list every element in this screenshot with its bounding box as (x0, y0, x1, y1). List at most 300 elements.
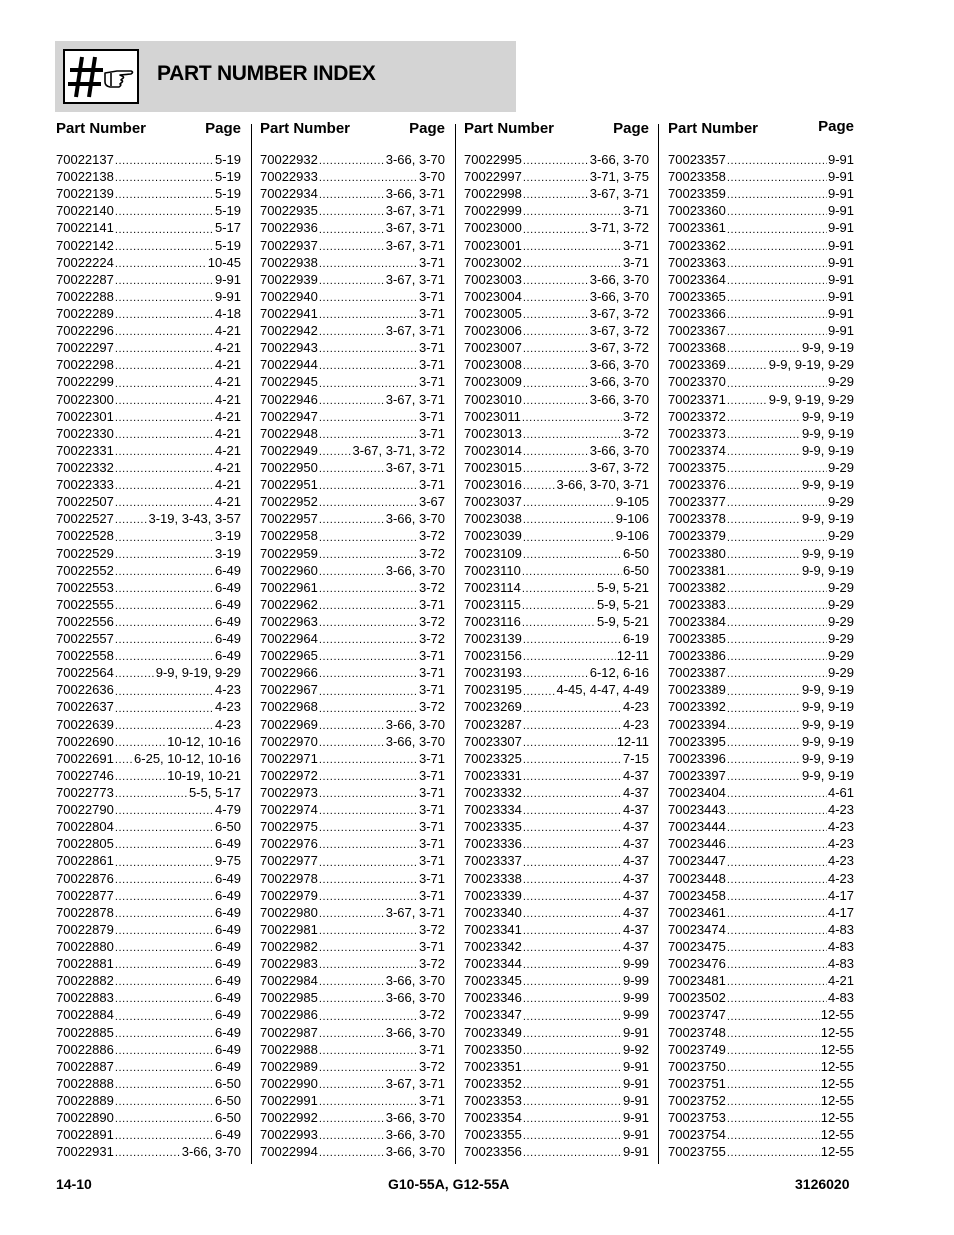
index-entry (56, 835, 241, 852)
index-entry (56, 271, 241, 288)
dot-leader (523, 821, 622, 835)
dot-leader (319, 1027, 385, 1041)
page-reference: 3-71 (418, 288, 445, 304)
dot-leader (523, 770, 622, 784)
index-entry (260, 185, 445, 202)
index-entry (56, 904, 241, 921)
index-entry (464, 442, 649, 459)
part-number: 70023156 (464, 648, 522, 664)
index-entry (56, 596, 241, 613)
part-number: 70023380 (668, 545, 726, 561)
dot-leader (523, 205, 622, 219)
dot-leader (319, 890, 418, 904)
page-reference: 9-29 (827, 494, 854, 510)
index-entry (668, 237, 854, 254)
page-reference: 9-91 (827, 305, 854, 321)
page-reference: 5-19 (214, 203, 241, 219)
index-entry (668, 1092, 854, 1109)
dot-leader (523, 667, 589, 681)
part-number: 70022880 (56, 939, 114, 955)
index-entry (260, 716, 445, 733)
page-reference: 6-49 (214, 921, 241, 937)
part-number: 70022939 (260, 271, 318, 287)
part-number: 70023110 (464, 562, 521, 578)
dot-leader (115, 838, 214, 852)
dot-leader (522, 411, 622, 425)
index-entry (668, 972, 854, 989)
page-reference: 4-21 (214, 459, 241, 475)
page-reference: 3-71 (418, 853, 445, 869)
part-number: 70023365 (668, 288, 726, 304)
page-reference: 4-37 (622, 939, 649, 955)
page-reference: 9-9, 9-19 (801, 340, 854, 356)
part-number: 70023366 (668, 305, 726, 321)
part-number: 70023353 (464, 1093, 522, 1108)
part-number: 70022976 (260, 836, 318, 852)
page-reference: 6-49 (214, 631, 241, 647)
page-reference: 9-29 (827, 374, 854, 390)
part-number: 70022934 (260, 186, 318, 202)
index-entry (464, 613, 649, 630)
dot-leader (115, 274, 214, 288)
dot-leader (523, 171, 589, 185)
dot-leader (115, 667, 155, 681)
index-entry (56, 168, 241, 185)
part-number: 70023361 (668, 220, 726, 236)
index-entry (464, 391, 649, 408)
page-reference: 3-71 (418, 939, 445, 955)
part-number: 70023364 (668, 271, 726, 287)
dot-leader (115, 1078, 214, 1092)
part-number: 70023038 (464, 511, 522, 527)
index-entry (668, 493, 854, 510)
part-number: 70022804 (56, 819, 114, 835)
dot-leader (523, 342, 589, 356)
part-number: 70023005 (464, 305, 522, 321)
index-entry (56, 852, 241, 869)
page-reference: 4-37 (622, 836, 649, 852)
part-number: 70022805 (56, 836, 114, 852)
index-entry (56, 989, 241, 1006)
index-entry (56, 493, 241, 510)
index-entry (464, 852, 649, 869)
part-number: 70023037 (464, 494, 522, 510)
dot-leader (115, 753, 133, 767)
part-number: 70022937 (260, 237, 318, 253)
dot-leader (115, 873, 214, 887)
index-entry (464, 630, 649, 647)
part-number: 70022331 (56, 442, 114, 458)
index-entry (56, 1092, 241, 1109)
index-entry (464, 219, 649, 236)
page-reference: 3-67, 3-71 (385, 904, 445, 920)
part-number: 70023394 (668, 716, 726, 732)
part-number: 70022938 (260, 254, 318, 270)
dot-leader (319, 274, 385, 288)
index-entry (464, 510, 649, 527)
index-entry (464, 356, 649, 373)
index-entry (56, 202, 241, 219)
part-number: 70022877 (56, 887, 114, 903)
dot-leader (319, 1044, 418, 1058)
part-number: 70023751 (668, 1075, 726, 1091)
dot-leader (727, 633, 827, 647)
page-header: Page (205, 120, 241, 137)
part-number: 70022639 (56, 716, 114, 732)
dot-leader (523, 274, 589, 288)
dot-leader (319, 599, 418, 613)
dot-leader (319, 958, 418, 972)
dot-leader (115, 531, 214, 545)
index-entry (56, 459, 241, 476)
dot-leader (115, 821, 214, 835)
index-entry (260, 904, 445, 921)
dot-leader (523, 753, 622, 767)
page-reference: 3-67, 3-72 (589, 340, 649, 356)
dot-leader (523, 856, 622, 870)
dot-leader (319, 223, 385, 237)
page-reference: 3-71 (418, 648, 445, 664)
part-number: 70023397 (668, 767, 726, 783)
part-number: 70022299 (56, 374, 114, 390)
part-number: 70023386 (668, 648, 726, 664)
page-reference: 6-50 (214, 1075, 241, 1091)
page-reference: 6-49 (214, 1007, 241, 1023)
index-entry (56, 562, 241, 579)
dot-leader (727, 856, 827, 870)
dot-leader (523, 941, 622, 955)
index-entry (668, 151, 854, 168)
index-entry (668, 681, 854, 698)
part-number: 70022988 (260, 1041, 318, 1057)
part-number: 70022940 (260, 288, 318, 304)
page-reference: 3-72 (418, 1007, 445, 1023)
page-reference: 9-91 (827, 186, 854, 202)
dot-leader (727, 171, 827, 185)
part-number: 70022636 (56, 682, 114, 698)
page-reference: 4-17 (827, 887, 854, 903)
index-entry (668, 938, 854, 955)
part-number: 70022946 (260, 391, 318, 407)
index-entry (56, 767, 241, 784)
part-number: 70023332 (464, 785, 522, 801)
index-entry (56, 818, 241, 835)
page-reference: 10-45 (207, 254, 241, 270)
index-entry (260, 219, 445, 236)
index-entry (260, 322, 445, 339)
page-reference: 9-99 (622, 990, 649, 1006)
dot-leader (523, 838, 622, 852)
page-reference: 3-72 (418, 613, 445, 629)
index-entry (464, 699, 649, 716)
dot-leader (115, 633, 214, 647)
part-number: 70022637 (56, 699, 114, 715)
dot-leader (523, 633, 622, 647)
dot-leader (523, 531, 615, 545)
index-entry (668, 271, 854, 288)
index-entry (464, 1024, 649, 1041)
part-number: 70022528 (56, 528, 114, 544)
page-reference: 9-91 (622, 1127, 649, 1143)
dot-leader (319, 308, 418, 322)
part-number: 70022507 (56, 494, 114, 510)
index-entry (260, 733, 445, 750)
dot-leader (115, 1061, 214, 1075)
part-number: 70023011 (464, 408, 521, 424)
part-number: 70023378 (668, 511, 726, 527)
dot-leader (115, 1027, 214, 1041)
dot-leader (115, 907, 214, 921)
part-number: 70022945 (260, 374, 318, 390)
dot-leader (727, 941, 827, 955)
part-number: 70023383 (668, 596, 726, 612)
index-entry (464, 305, 649, 322)
dot-leader (727, 445, 801, 459)
page-reference: 3-66, 3-70 (385, 716, 445, 732)
part-number: 70023109 (464, 545, 522, 561)
page-reference: 12-55 (820, 1058, 854, 1074)
part-number: 70022878 (56, 904, 114, 920)
dot-leader (523, 359, 589, 373)
index-entry (56, 510, 241, 527)
part-number: 70023461 (668, 904, 726, 920)
page-reference: 3-72 (622, 408, 649, 424)
dot-leader (522, 582, 596, 596)
part-number: 70023116 (464, 613, 521, 629)
page-reference: 3-72 (418, 921, 445, 937)
index-entry (668, 391, 854, 408)
part-number: 70023752 (668, 1093, 726, 1108)
index-entry (56, 356, 241, 373)
page-reference: 3-71 (418, 750, 445, 766)
dot-leader (115, 342, 214, 356)
page-reference: 3-71, 3-75 (589, 169, 649, 185)
page-reference: 9-91 (827, 220, 854, 236)
page-reference: 9-9, 9-19, 9-29 (155, 665, 241, 681)
index-entry (668, 185, 854, 202)
dot-leader (523, 1112, 622, 1126)
dot-leader (115, 1095, 214, 1109)
dot-leader (319, 428, 418, 442)
column-divider (455, 124, 456, 1164)
page-reference: 5-9, 5-21 (596, 613, 649, 629)
index-entry (56, 425, 241, 442)
index-entry (260, 989, 445, 1006)
part-number: 70023335 (464, 819, 522, 835)
part-number: 70022690 (56, 733, 114, 749)
index-entry (260, 938, 445, 955)
page-reference: 4-21 (214, 391, 241, 407)
page-reference: 12-11 (616, 648, 649, 664)
column-header (464, 118, 649, 151)
page-reference: 6-49 (214, 990, 241, 1006)
page-reference: 3-71 (418, 408, 445, 424)
page-reference: 3-67, 3-71 (385, 1075, 445, 1091)
index-entry (56, 972, 241, 989)
page-header: Page (818, 118, 854, 135)
dot-leader (523, 240, 622, 254)
dot-leader (727, 890, 827, 904)
index-entry (464, 801, 649, 818)
page-reference: 9-29 (827, 631, 854, 647)
index-entry (668, 1075, 854, 1092)
part-number: 70023355 (464, 1127, 522, 1143)
page-reference: 4-79 (214, 802, 241, 818)
part-number: 70023354 (464, 1110, 522, 1126)
part-number: 70022958 (260, 528, 318, 544)
part-number: 70023448 (668, 870, 726, 886)
dot-leader (115, 924, 214, 938)
index-entry (668, 887, 854, 904)
dot-leader (319, 907, 385, 921)
dot-leader (523, 496, 615, 510)
part-number-header: Part Number (56, 120, 147, 137)
page-reference: 4-37 (622, 904, 649, 920)
index-entry (56, 613, 241, 630)
index-entry (464, 425, 649, 442)
part-number: 70022948 (260, 425, 318, 441)
index-entry (260, 596, 445, 613)
dot-leader (319, 1061, 418, 1075)
page-reference: 9-91 (214, 288, 241, 304)
part-number: 70022298 (56, 357, 114, 373)
part-number: 70023363 (668, 254, 726, 270)
part-number: 70022333 (56, 477, 114, 493)
index-entry (464, 271, 649, 288)
dot-leader (115, 599, 214, 613)
page-reference: 3-71 (418, 887, 445, 903)
page-reference: 4-23 (214, 699, 241, 715)
dot-leader (319, 377, 418, 391)
page-reference: 4-21 (214, 340, 241, 356)
part-number: 70023370 (668, 374, 726, 390)
index-entry (668, 168, 854, 185)
page-reference: 3-66, 3-70 (589, 288, 649, 304)
part-number: 70023749 (668, 1041, 726, 1057)
dot-leader (727, 736, 801, 750)
index-entry (260, 835, 445, 852)
index-entry (260, 955, 445, 972)
footer-doc-number: 3126020 (795, 1176, 850, 1192)
index-entry (56, 185, 241, 202)
part-number: 70022891 (56, 1127, 114, 1143)
index-entry (464, 476, 649, 493)
page-reference: 12-55 (820, 1024, 854, 1040)
page-reference: 5-19 (214, 237, 241, 253)
page-reference: 4-37 (622, 921, 649, 937)
dot-leader (115, 428, 214, 442)
part-number-header: Part Number (464, 120, 555, 137)
dot-leader (727, 719, 801, 733)
dot-leader (319, 445, 352, 459)
index-entry (260, 151, 445, 168)
dot-leader (115, 975, 214, 989)
index-entry (668, 784, 854, 801)
dot-leader (319, 616, 418, 630)
dot-leader (115, 325, 214, 339)
index-entry (260, 699, 445, 716)
index-entry (260, 681, 445, 698)
page-reference: 9-29 (827, 459, 854, 475)
dot-leader (115, 890, 214, 904)
page-reference: 3-67, 3-71 (589, 186, 649, 202)
dot-leader (727, 1112, 820, 1126)
page-reference: 3-71 (418, 665, 445, 681)
index-entry (668, 1058, 854, 1075)
page-reference: 3-71 (418, 682, 445, 698)
part-number: 70023325 (464, 750, 522, 766)
index-entry (260, 562, 445, 579)
part-number: 70022140 (56, 203, 114, 219)
index-entry (56, 305, 241, 322)
dot-leader (522, 616, 596, 630)
part-number: 70022527 (56, 511, 114, 527)
part-number: 70022931 (56, 1144, 114, 1160)
dot-leader (727, 787, 827, 801)
page-reference: 6-49 (214, 956, 241, 972)
page-reference: 3-72 (418, 528, 445, 544)
index-entry (260, 1143, 445, 1160)
dot-leader (319, 240, 385, 254)
part-number: 70022981 (260, 921, 318, 937)
part-number: 70023385 (668, 631, 726, 647)
page-reference: 6-50 (214, 1110, 241, 1126)
dot-leader (727, 428, 801, 442)
index-entry (464, 1058, 649, 1075)
page-reference: 4-37 (622, 870, 649, 886)
index-entry (56, 733, 241, 750)
index-entry (464, 545, 649, 562)
dot-leader (115, 719, 214, 733)
part-number: 70023195 (464, 682, 522, 698)
dot-leader (727, 479, 801, 493)
page-reference: 12-55 (820, 1110, 854, 1126)
dot-leader (523, 257, 622, 271)
dot-leader (523, 479, 556, 493)
page-reference: 9-75 (214, 853, 241, 869)
part-number: 70023339 (464, 887, 522, 903)
part-number: 70022963 (260, 613, 318, 629)
part-number: 70023347 (464, 1007, 522, 1023)
part-number: 70022289 (56, 305, 114, 321)
page-reference: 3-67, 3-72 (589, 459, 649, 475)
dot-leader (319, 513, 385, 527)
page-reference: 9-29 (827, 596, 854, 612)
dot-leader (523, 1061, 622, 1075)
page-reference: 3-71 (622, 203, 649, 219)
index-entry (260, 168, 445, 185)
page-reference: 4-21 (214, 477, 241, 493)
index-entry (464, 254, 649, 271)
page-reference: 3-71 (418, 802, 445, 818)
page-reference: 6-12, 6-16 (589, 665, 649, 681)
page-reference: 4-37 (622, 802, 649, 818)
page-reference: 6-49 (214, 1024, 241, 1040)
page-reference: 3-67, 3-71 (385, 237, 445, 253)
page-reference: 3-71, 3-72 (589, 220, 649, 236)
index-entry (668, 716, 854, 733)
index-entry (260, 254, 445, 271)
part-number: 70022301 (56, 408, 114, 424)
page-reference: 4-23 (827, 802, 854, 818)
dot-leader (727, 411, 801, 425)
page-reference: 9-91 (827, 323, 854, 339)
dot-leader (727, 1078, 820, 1092)
page-reference: 6-19 (622, 631, 649, 647)
index-entry (56, 476, 241, 493)
page-reference: 3-71 (622, 254, 649, 270)
index-column-2 (260, 118, 445, 1164)
